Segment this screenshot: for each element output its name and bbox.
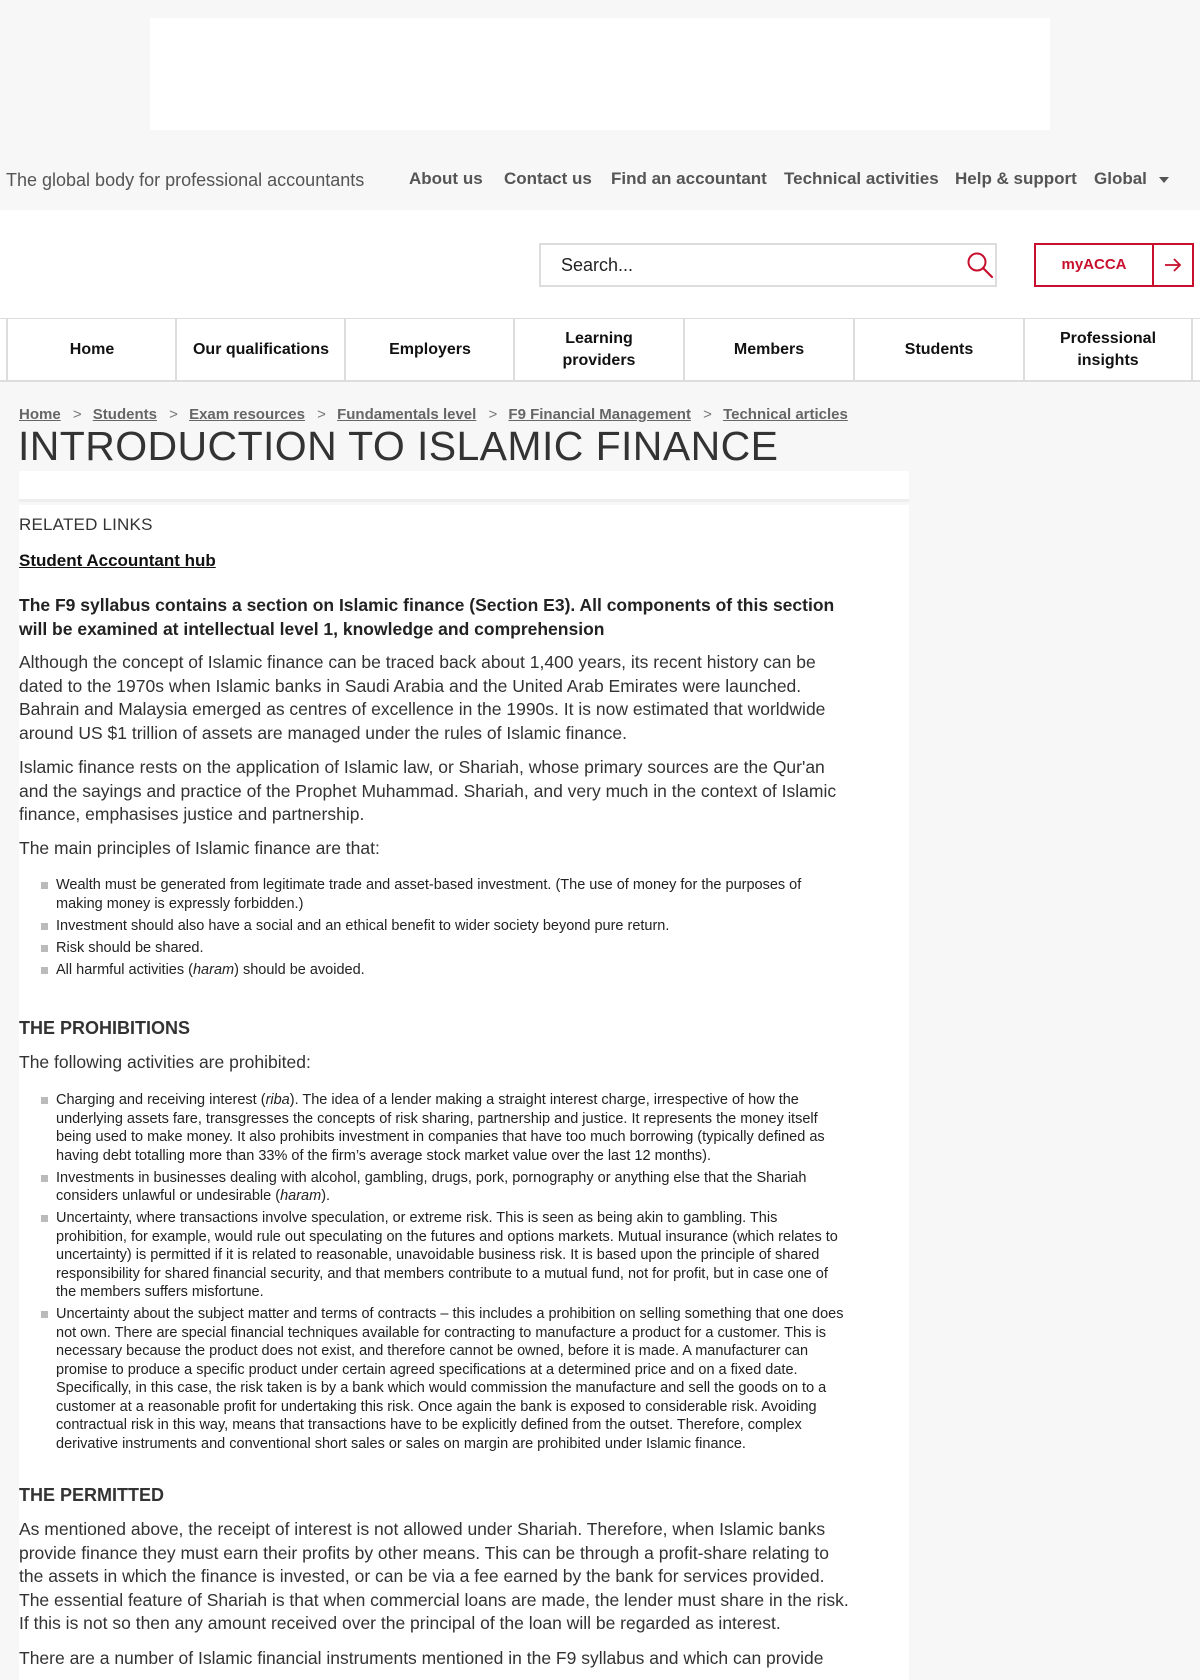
breadcrumb-home[interactable]: Home [19,406,61,423]
paragraph-instruments: There are a number of Islamic financial instruments mentioned in the F9 syllabus and which can provide [19,1648,824,1668]
search-input[interactable] [561,245,941,285]
search-icon[interactable] [966,251,994,279]
utility-link-technical-activities[interactable]: Technical activities [784,169,939,188]
breadcrumb-f9-financial-management[interactable]: F9 Financial Management [508,406,691,423]
bullet-marker [41,1215,48,1222]
utility-link-contact-us[interactable]: Contact us [504,169,592,188]
principles-list [19,876,849,983]
nav-item-professional-insights[interactable]: Professional insights [1023,319,1193,381]
nav-item-home[interactable]: Home [6,319,176,381]
list-item: Wealth must be generated from legitimate trade and asset-based investment. (The use of money for the purposes of making money is expressly forbidden.) [19,876,849,913]
breadcrumb-separator: > [703,406,712,423]
paragraph-principles-intro: The main principles of Islamic finance are that: [19,838,380,858]
utility-link-help-support[interactable]: Help & support [955,169,1077,188]
list-item: Charging and receiving interest (riba). The idea of a lender making a straight interest charge, irrespective of how the underlying assets fare, transgresses the concepts of risk sharing, partnership and justice. It represents the money itself being used to make money. It also prohibits investment in companies that have too much borrowing (typically defined as having debt totalling more than 33% of the firm’s average stock market value over the last 12 months). [19,1091,849,1165]
nav-item-employers[interactable]: Employers [344,319,514,381]
arrow-right-icon[interactable] [1162,255,1184,275]
paragraph-prohibitions-intro: The following activities are prohibited: [19,1052,311,1072]
bullet-marker [41,1175,48,1182]
list-item: Uncertainty about the subject matter and terms of contracts – this includes a prohibition on selling something that one does not own. There are special financial techniques available for contracting to manufacture a product for a customer. This is necessary because the product does not exist, and therefore cannot be owned, before it is made. A manufacturer can promise to produce a specific product under certain agreed specifications at a determined price and on a fixed date. Specifically, in this case, the risk taken is by a bank which would commission the manufacture and sell the goods on to a customer at a reasonable profit for undertaking this risk. Once again the bank is exposed to considerable risk. Avoiding contractual risk in this way, means that transactions have to be explicitly defined from the outset. Therefore, complex derivative instruments and conventional short sales or sales on margin are prohibited under Islamic finance. [19,1305,849,1453]
prohibitions-list [19,1091,849,1457]
paragraph-shariah: Islamic finance rests on the application of Islamic law, or Shariah, whose primary sources are the Qur'an and the sayings and practice of the Prophet Muhammad. Shariah, and very much in the context of Islamic finance, emphasises justice and partnership. [19,757,837,824]
utility-bar [0,150,1200,210]
utility-link-find-an-accountant[interactable]: Find an accountant [611,169,767,188]
advertisement-banner [150,18,1050,130]
bullet-marker [41,945,48,952]
list-item: Uncertainty, where transactions involve speculation, or extreme risk. This is seen as being akin to gambling. This prohibition, for example, would rule out speculating on the futures and options markets. Mutual insurance (which relates to uncertainty) is permitted if it is related to reasonable, unavoidable business risk. It is based upon the principle of shared responsibility for shared financial security, and that members contribute to a mutual fund, not for profit, but in case one of the members suffers misfortune. [19,1209,849,1302]
myacca-button[interactable] [1034,243,1194,287]
heading-permitted: THE PERMITTED [19,1485,165,1505]
paragraph-permitted: As mentioned above, the receipt of interest is not allowed under Shariah. Therefore, when Islamic banks provide finance they must earn their profits by other means. This can be through a profit-share relating to the assets in which the finance is invested, or can be via a fee earned by the bank for services provided. The essential feature of Shariah is that when commercial loans are made, the lender must share in the risk. If this is not so then any amount received over the principal of the loan will be regarded as interest. [19,1519,849,1633]
main-nav [0,318,1200,382]
breadcrumb-fundamentals-level[interactable]: Fundamentals level [337,406,477,423]
bullet-marker [41,923,48,930]
heading-prohibitions: THE PROHIBITIONS [19,1018,191,1038]
breadcrumb-separator: > [72,406,82,423]
nav-item-our-qualifications[interactable]: Our qualifications [175,319,345,381]
paragraph-history: Although the concept of Islamic finance can be traced back about 1,400 years, its recent history can be dated to the 1970s when Islamic banks in Saudi Arabia and the United Arab Emirates were launched. Bahrain and Malaysia emerged as centres of excellence in the 1990s. It is now estimated that worldwide around US $1 trillion of assets are managed under the rules of Islamic finance. [19,652,826,743]
list-item: All harmful activities (haram) should be avoided. [19,961,849,980]
related-links-heading: RELATED LINKS [19,515,153,534]
student-accountant-hub-link[interactable]: Student Accountant hub [19,551,216,570]
list-item: Investments in businesses dealing with alcohol, gambling, drugs, pork, pornography or anything else that the Shariah considers unlawful or undesirable (haram). [19,1169,849,1206]
utility-link-global[interactable]: Global [1094,169,1147,188]
nav-item-learning-providers[interactable]: Learning providers [513,319,683,381]
nav-item-members[interactable]: Members [683,319,853,381]
myacca-label: myACCA [1061,256,1127,273]
myacca-divider [1152,245,1154,285]
breadcrumb [19,406,848,423]
site-tagline: The global body for professional accountants [6,170,365,190]
content-top-strip [19,471,909,502]
breadcrumb-separator: > [169,406,178,423]
breadcrumb-separator: > [317,406,326,423]
article-lead: The F9 syllabus contains a section on Islamic finance (Section E3). All components of this section will be examined at intellectual level 1, knowledge and comprehension [19,595,835,639]
search-band [0,210,1200,318]
bullet-marker [41,1097,48,1104]
bullet-marker [41,1311,48,1318]
bullet-marker [41,967,48,974]
article-body [19,505,909,1680]
search-box [539,243,997,287]
bullet-marker [41,882,48,889]
breadcrumb-students[interactable]: Students [92,406,157,423]
list-item: Risk should be shared. [19,939,849,958]
utility-nav [0,169,1200,193]
page-title: INTRODUCTION TO ISLAMIC FINANCE [18,423,779,469]
list-item: Investment should also have a social and an ethical benefit to wider society beyond pure return. [19,917,849,936]
breadcrumb-exam-resources[interactable]: Exam resources [189,406,305,423]
breadcrumb-technical-articles[interactable]: Technical articles [723,406,848,423]
breadcrumb-separator: > [488,406,498,423]
chevron-down-icon[interactable] [1159,177,1169,183]
nav-item-students[interactable]: Students [853,319,1023,381]
utility-link-about-us[interactable]: About us [409,169,483,188]
